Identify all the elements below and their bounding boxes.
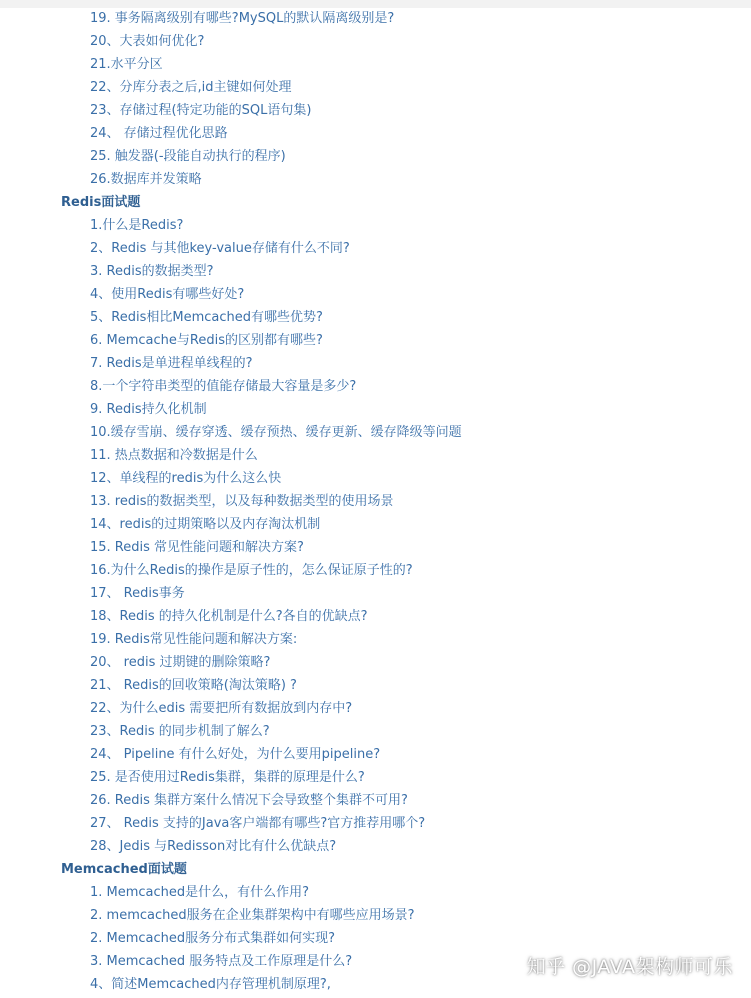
toc-item[interactable]: 16.为什么Redis的操作是原子性的，怎么保证原子性的? — [90, 563, 413, 578]
toc-item[interactable]: 1. Memcached是什么，有什么作用? — [90, 885, 310, 900]
toc-item[interactable]: 23、Redis 的同步机制了解么? — [90, 724, 270, 739]
toc-item[interactable]: 1.什么是Redis? — [90, 218, 184, 233]
toc-item[interactable]: 5、Redis相比Memcached有哪些优势? — [90, 310, 323, 325]
toc-item[interactable]: 22、分库分表之后,id主键如何处理 — [90, 80, 292, 95]
toc-item[interactable]: 27、 Redis 支持的Java客户端都有哪些?官方推荐用哪个? — [90, 816, 426, 831]
toc-item[interactable]: 2. Memcached服务分布式集群如何实现? — [90, 931, 336, 946]
toc-item[interactable]: 10.缓存雪崩、缓存穿透、缓存预热、缓存更新、缓存降级等问题 — [90, 425, 462, 440]
toc-item[interactable]: 20、大表如何优化? — [90, 34, 205, 49]
toc-item[interactable]: 4、使用Redis有哪些好处? — [90, 287, 245, 302]
toc-item[interactable]: 11. 热点数据和冷数据是什么 — [90, 448, 258, 463]
toc-item[interactable]: 26.数据库并发策略 — [90, 172, 202, 187]
toc-item[interactable]: 19. 事务隔离级别有哪些?MySQL的默认隔离级别是? — [90, 11, 395, 26]
toc-item[interactable]: 19. Redis常见性能问题和解决方案: — [90, 632, 298, 647]
toc-item[interactable]: 7. Redis是单进程单线程的? — [90, 356, 253, 371]
zhihu-watermark: 知乎 @JAVA架构师可乐 — [526, 956, 733, 978]
toc-item[interactable]: 25. 触发器(-段能自动执行的程序) — [90, 149, 286, 164]
toc-item[interactable]: 3. Redis的数据类型? — [90, 264, 214, 279]
toc-item[interactable]: 9. Redis持久化机制 — [90, 402, 207, 417]
toc-item[interactable]: 17、 Redis事务 — [90, 586, 185, 601]
toc-item[interactable]: 15. Redis 常见性能问题和解决方案? — [90, 540, 304, 555]
toc-item[interactable]: 18、Redis 的持久化机制是什么?各自的优缺点? — [90, 609, 368, 624]
toc-item[interactable]: 24、 Pipeline 有什么好处，为什么要用pipeline? — [90, 747, 381, 762]
toc-item[interactable]: 24、 存储过程优化思路 — [90, 126, 228, 141]
toc-item[interactable]: 23、存储过程(特定功能的SQL语句集) — [90, 103, 312, 118]
toc-item[interactable]: 26. Redis 集群方案什么情况下会导致整个集群不可用? — [90, 793, 408, 808]
toc-heading-memcached[interactable]: Memcached面试题 — [61, 862, 187, 877]
toc-item[interactable]: 14、redis的过期策略以及内存淘汰机制 — [90, 517, 321, 532]
toc-item[interactable]: 21.水平分区 — [90, 57, 163, 72]
toc-item[interactable]: 21、 Redis的回收策略(淘汰策略) ? — [90, 678, 297, 693]
toc-item[interactable]: 2、Redis 与其他key-value存储有什么不同? — [90, 241, 350, 256]
toc-item[interactable]: 25. 是否使用过Redis集群，集群的原理是什么? — [90, 770, 365, 785]
toc-item[interactable]: 20、 redis 过期键的删除策略? — [90, 655, 271, 670]
toc-item[interactable]: 13. redis的数据类型，以及每种数据类型的使用场景 — [90, 494, 394, 509]
toc-item[interactable]: 22、为什么edis 需要把所有数据放到内存中? — [90, 701, 353, 716]
table-of-contents — [0, 7, 751, 996]
toc-item[interactable]: 12、单线程的redis为什么这么快 — [90, 471, 282, 486]
toc-heading-redis[interactable]: Redis面试题 — [61, 195, 141, 210]
toc-item[interactable]: 4、简述Memcached内存管理机制原理?, — [90, 977, 331, 992]
toc-item[interactable]: 6. Memcache与Redis的区别都有哪些? — [90, 333, 323, 348]
toc-item[interactable]: 2. memcached服务在企业集群架构中有哪些应用场景? — [90, 908, 415, 923]
toc-item[interactable]: 3. Memcached 服务特点及工作原理是什么? — [90, 954, 353, 969]
toc-item[interactable]: 28、Jedis 与Redisson对比有什么优缺点? — [90, 839, 337, 854]
toc-item[interactable]: 8.一个字符串类型的值能存储最大容量是多少? — [90, 379, 357, 394]
